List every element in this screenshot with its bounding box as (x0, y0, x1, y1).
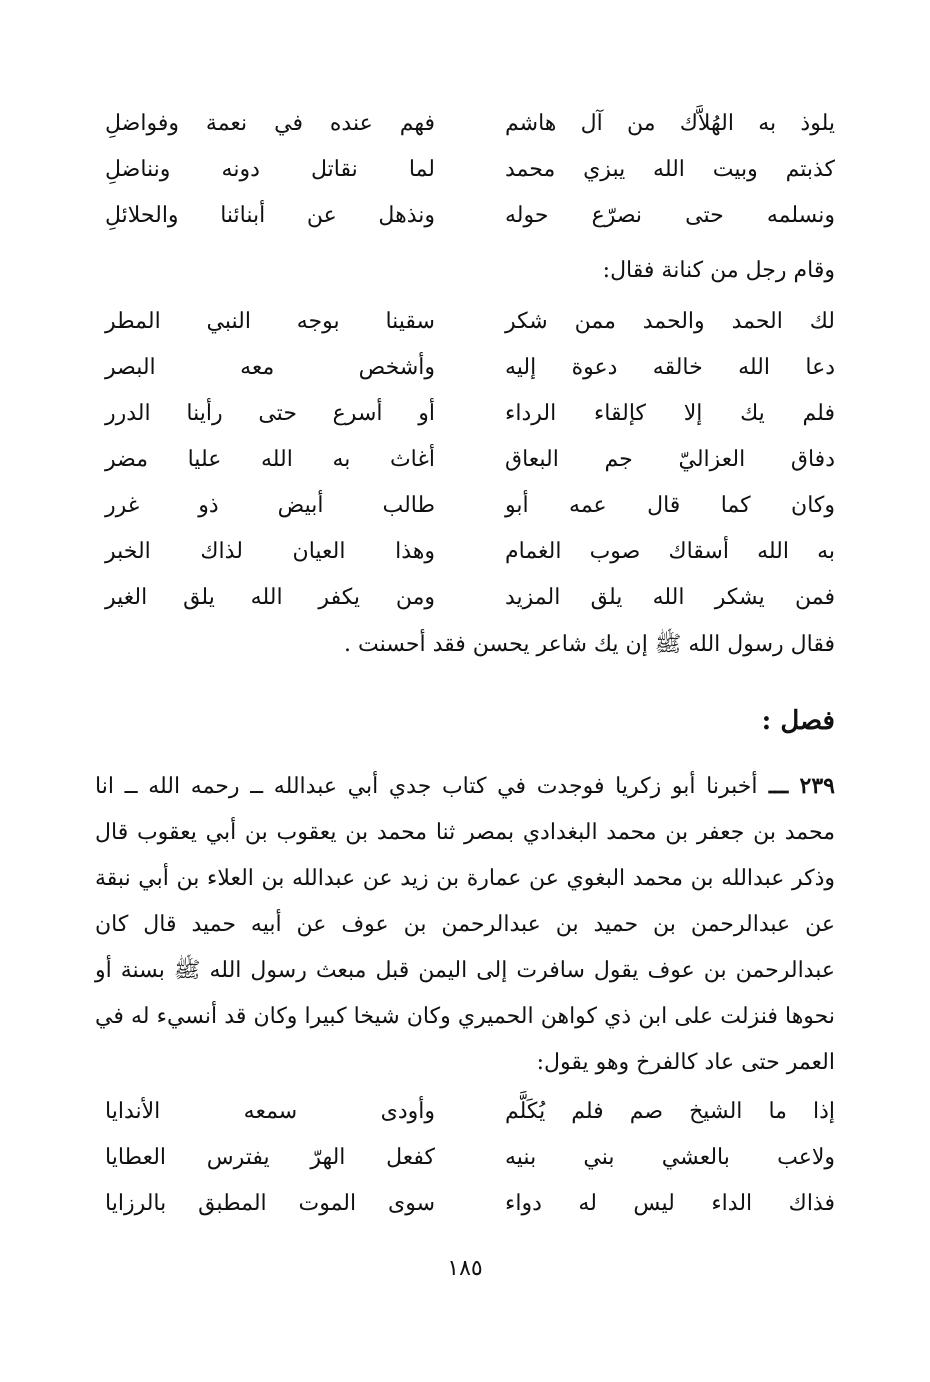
verse-line (95, 482, 835, 528)
second-hemistich: ومن يكفر الله يلق الغير (105, 584, 435, 610)
second-hemistich: ونذهل عن أبنائنا والحلائلِ (105, 202, 435, 228)
second-hemistich: سقينا بوجه النبي المطر (105, 308, 435, 334)
first-hemistich: دفاق العزاليّ جم البعاق (505, 446, 835, 472)
first-hemistich: يلوذ به الهُلاَّك من آل هاشم (505, 110, 835, 136)
verse-line (95, 146, 835, 192)
second-hemistich: طالب أبيض ذو غرر (105, 492, 435, 518)
first-hemistich: كذبتم وبيت الله يبزي محمد (505, 156, 835, 182)
verse-line (95, 192, 835, 238)
second-hemistich: سوى الموت المطبق بالرزايا (105, 1190, 435, 1216)
poem-stanza-2 (95, 298, 835, 620)
poem-stanza-3 (95, 1088, 835, 1226)
narrative-line: فقال رسول الله ﷺ إن يك شاعر يحسن فقد أحسنت . (344, 632, 835, 657)
second-hemistich: أو أسرع حتى رأينا الدرر (105, 400, 435, 426)
verse-line (95, 1180, 835, 1226)
poem-stanza-1 (95, 100, 835, 238)
second-hemistich: وأودى سمعه الأندايا (105, 1098, 435, 1124)
paragraph-body: أخبرنا أبو زكريا فوجدت في كتاب جدي أبي عبدالله ــ رحمه الله ــ انا محمد بن جعفر بن محمد البغدادي بمصر ثنا محمد بن يعقوب بن أبي يعقوب قال وذكر عبدالله بن محمد البغوي عن عمارة بن زيد عن عبدالله بن العلاء بن أبي نبقة عن عبدالرحمن بن حميد بن عبدالرحمن بن عوف عن أبيه حميد قال كان عبدالرحمن بن عوف يقول سافرت إلى اليمن قبل مبعث رسول الله ﷺ بسنة أو نحوها فنزلت على ابن ذي كواهن الحميري وكان شيخا كبيرا وكان قد أنسيء له في العمر حتى عاد كالفرخ وهو يقول: (95, 774, 835, 1075)
verse-line (95, 574, 835, 620)
verse-line (95, 100, 835, 146)
verse-line (95, 1088, 835, 1134)
verse-line (95, 390, 835, 436)
first-hemistich: ولاعب بالعشي بني بنيه (505, 1144, 835, 1170)
first-hemistich: وكان كما قال عمه أبو (505, 492, 835, 518)
verse-line (95, 1134, 835, 1180)
verse-line (95, 298, 835, 344)
paragraph-number: ٢٣٩ (799, 773, 835, 799)
first-hemistich: فمن يشكر الله يلق المزيد (505, 584, 835, 610)
first-hemistich: إذا ما الشيخ صم فلم يُكَلَّم (505, 1098, 835, 1124)
first-hemistich: دعا الله خالقه دعوة إليه (505, 354, 835, 380)
second-hemistich: كفعل الهرّ يفترس العطايا (105, 1144, 435, 1170)
first-hemistich: فلم يك إلا كإلقاء الرداء (505, 400, 835, 426)
second-hemistich: فهم عنده في نعمة وفواضلِ (105, 110, 435, 136)
paragraph-dash: ـــ (757, 773, 800, 799)
verse-line (95, 436, 835, 482)
second-hemistich: أغاث به الله عليا مضر (105, 446, 435, 472)
verse-line (95, 528, 835, 574)
first-hemistich: لك الحمد والحمد ممن شكر (505, 308, 835, 334)
verse-line (95, 344, 835, 390)
section-heading: فصل : (761, 706, 835, 736)
second-hemistich: لما نقاتل دونه ونناضلِ (105, 156, 435, 182)
page-number: ١٨٥ (447, 1256, 483, 1281)
second-hemistich: وأشخص معه البصر (105, 354, 435, 380)
hadith-paragraph (95, 763, 835, 1086)
narrative-line: وقام رجل من كنانة فقال: (602, 258, 835, 283)
first-hemistich: فذاك الداء ليس له دواء (505, 1190, 835, 1216)
first-hemistich: ونسلمه حتى نصرّع حوله (505, 202, 835, 228)
second-hemistich: وهذا العيان لذاك الخبر (105, 538, 435, 564)
first-hemistich: به الله أسقاك صوب الغمام (505, 538, 835, 564)
